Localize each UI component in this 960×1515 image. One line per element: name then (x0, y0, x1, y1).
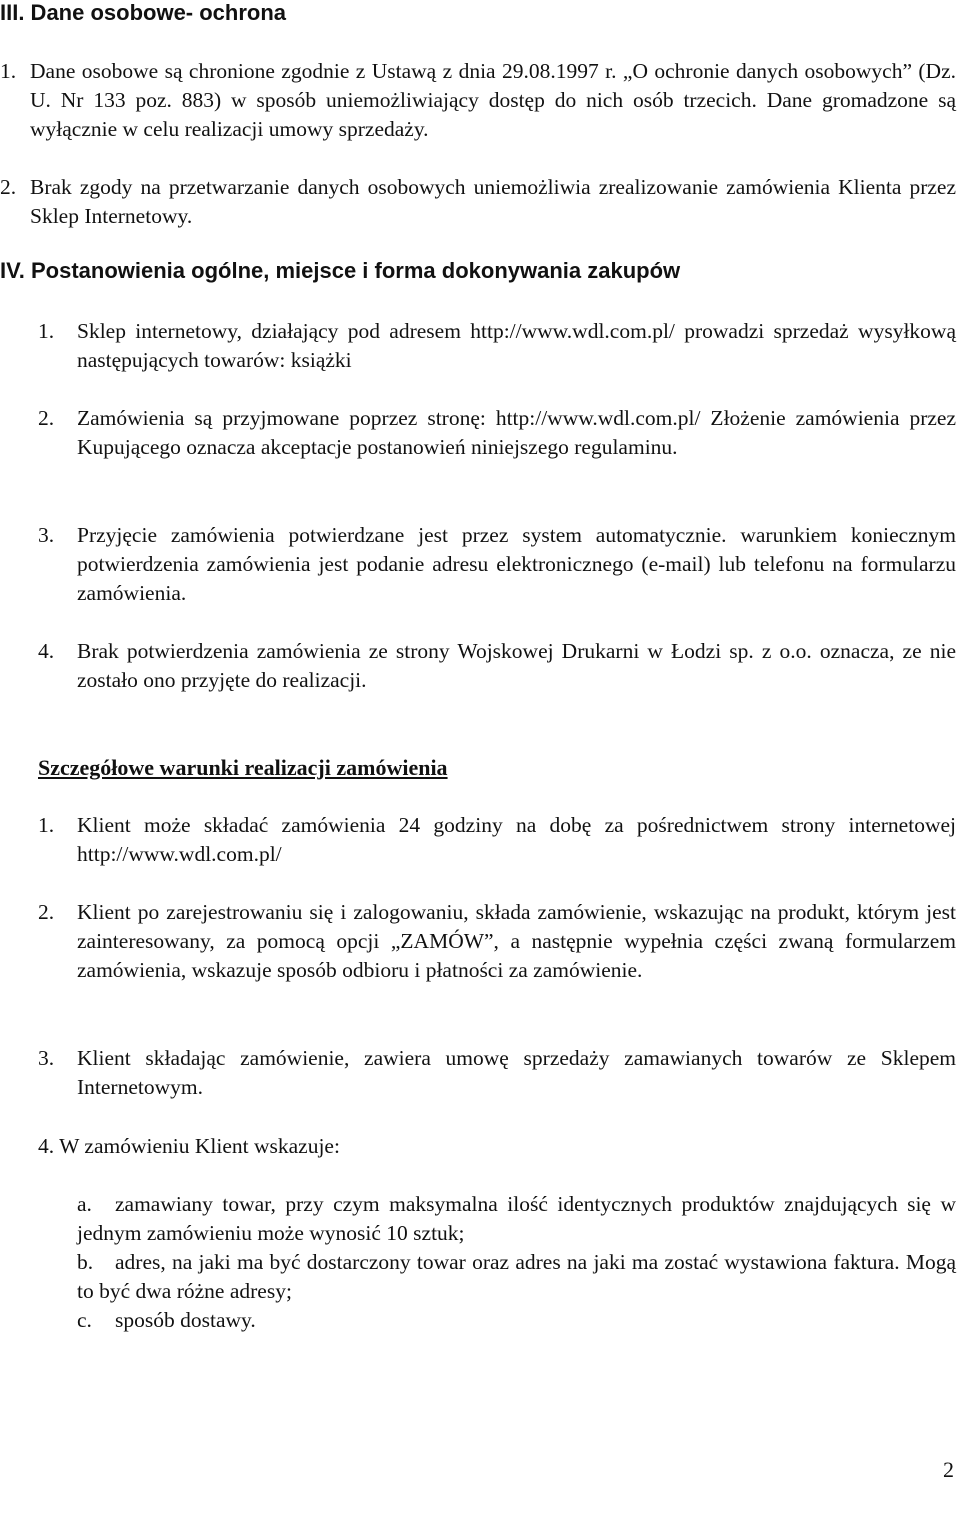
sub-text: zamawiany towar, przy czym maksymalna ilość identycznych produktów znajdujących się w jednym zamówieniu może wynosić 10 sztuk; (77, 1192, 956, 1245)
item-text: Brak potwierdzenia zamówienia ze strony Wojskowej Drukarni w Łodzi sp. z o.o. oznacza, ze nie zostało ono przyjęte do realizacji. (77, 639, 956, 692)
item-number: 3. (38, 523, 55, 547)
item-text: Klient składając zamówienie, zawiera umowę sprzedaży zamawianych towarów ze Sklepem Internetowym. (77, 1046, 956, 1099)
section-4-item-1 (38, 317, 956, 375)
item-text: Klient po zarejestrowaniu się i zalogowaniu, składa zamówienie, wskazując na produkt, którym jest zainteresowany, za pomocą opcji „ZAMÓW”, a następnie wypełnia części zwaną formularzem zamówienia, wskazuje sposób odbioru i płatności za zamówienie. (77, 900, 956, 982)
sub-text: adres, na jaki ma być dostarczony towar oraz adres na jaki ma zostać wystawiona faktura. Mogą to być dwa różne adresy; (77, 1250, 956, 1303)
section-4-item-4 (38, 637, 956, 695)
item-text: Dane osobowe są chronione zgodnie z Ustawą z dnia 29.08.1997 r. „O ochronie danych osobowych” (Dz. U. Nr 133 poz. 883) w sposób uniemożliwiający dostęp do nich osób trzecich. Dane gromadzone są wyłącznie w celu realizacji umowy sprzedaży. (30, 59, 956, 141)
sublist-item-c (77, 1306, 956, 1335)
details-item-4 (38, 1132, 956, 1161)
item-text: Zamówienia są przyjmowane poprzez stronę: http://www.wdl.com.pl/ Złożenie zamówienia przez Kupującego oznacza akceptacje postanowień niniejszego regulaminu. (77, 406, 956, 459)
item-number: 4. (38, 639, 55, 663)
sub-letter: a. (77, 1192, 92, 1216)
page-number: 2 (943, 1457, 954, 1482)
item-number: 4. (38, 1134, 55, 1158)
item-text: W zamówieniu Klient wskazuje: (59, 1134, 340, 1158)
sub-letter: c. (77, 1308, 92, 1332)
section-4-item-2 (38, 404, 956, 462)
section-3-item-1 (0, 57, 956, 144)
details-item-1 (38, 811, 956, 869)
item-number: 3. (38, 1046, 55, 1070)
sublist-item-b (77, 1248, 956, 1306)
section-3-item-2 (0, 173, 956, 231)
item-text: Przyjęcie zamówienia potwierdzane jest przez system automatycznie. warunkiem koniecznym potwierdzenia zamówienia jest podanie adresu elektronicznego (e-mail) lub telefonu na formularzu zamówienia. (77, 523, 956, 605)
item-number: 2. (38, 406, 55, 430)
sub-letter: b. (77, 1250, 94, 1274)
item-text: Klient może składać zamówienia 24 godziny na dobę za pośrednictwem strony internetowej http://www.wdl.com.pl/ (77, 813, 956, 866)
item-number: 2. (0, 175, 17, 199)
item-number: 2. (38, 900, 55, 924)
details-item-3 (38, 1044, 956, 1102)
details-heading: Szczegółowe warunki realizacji zamówienia (38, 755, 448, 780)
item-text: Sklep internetowy, działający pod adresem http://www.wdl.com.pl/ prowadzi sprzedaż wysyłkową następujących towarów: książki (77, 319, 956, 372)
sub-text: sposób dostawy. (115, 1308, 256, 1332)
section-4-item-3 (38, 521, 956, 608)
details-item-2 (38, 898, 956, 985)
item-number: 1. (38, 319, 55, 343)
sublist-item-a (77, 1190, 956, 1248)
item-number: 1. (38, 813, 55, 837)
section-4-heading: IV. Postanowienia ogólne, miejsce i forma dokonywania zakupów (0, 258, 681, 283)
item-text: Brak zgody na przetwarzanie danych osobowych uniemożliwia zrealizowanie zamówienia Klienta przez Sklep Internetowy. (30, 175, 956, 228)
item-number: 1. (0, 59, 17, 83)
details-sublist (77, 1190, 956, 1335)
section-3-heading: III. Dane osobowe- ochrona (0, 0, 287, 25)
